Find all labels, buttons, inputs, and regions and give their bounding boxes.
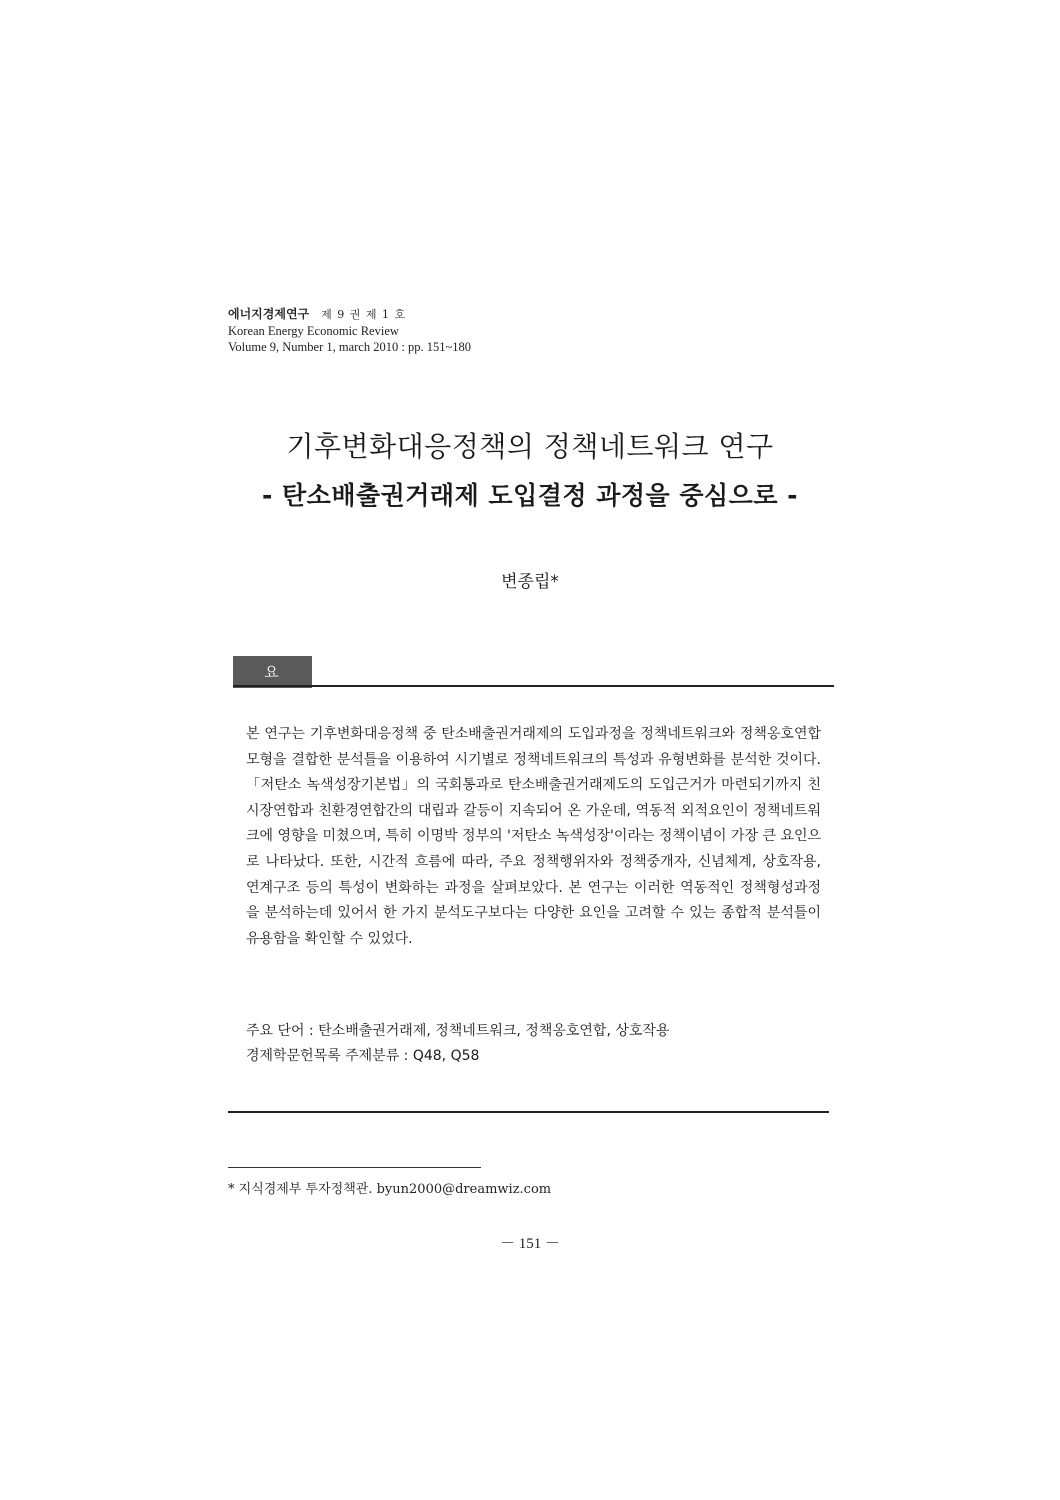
keywords-block: [246, 1019, 669, 1069]
author-name: 변종립*: [501, 572, 559, 592]
journal-english-name: Korean Energy Economic Review: [228, 324, 399, 338]
journal-citation: Volume 9, Number 1, march 2010 : pp. 151~180: [228, 340, 471, 354]
page-number: － 151 －: [499, 1236, 560, 1252]
journal-volume-number: 제 9 권 제 1 호: [321, 308, 407, 321]
paper-title: 기후변화대응정책의 정책네트워크 연구: [286, 430, 774, 463]
journal-korean-name: 에너지경제연구: [228, 307, 310, 321]
classification-line: 경제학문헌목록 주제분류 : Q48, Q58: [246, 1048, 480, 1064]
journal-header: [228, 306, 471, 355]
journal-title-line: [228, 306, 471, 323]
keywords-line: 주요 단어 : 탄소배출권거래제, 정책네트워크, 정책옹호연합, 상호작용: [246, 1023, 670, 1039]
abstract-top-rule: [233, 685, 834, 687]
abstract-heading: 요 약: [233, 656, 312, 688]
paper-subtitle: - 탄소배출권거래제 도입결정 과정을 중심으로 -: [261, 481, 799, 510]
abstract-bottom-rule: [228, 1111, 829, 1113]
author-footnote: * 지식경제부 투자정책관. byun2000@dreamwiz.com: [228, 1182, 552, 1197]
abstract-text: 본 연구는 기후변화대응정책 중 탄소배출권거래제의 도입과정을 정책네트워크와 정책옹호연합모형을 결합한 분석틀을 이용하여 시기별로 정책네트워크의 특성과 유형변화를 분석한 것이다. 「저탄소 녹색성장기본법」의 국회통과로 탄소배출권거래제도의 도입근거가 마련되기까지 친시장연합과 친환경연합간의 대립과 갈등이 지속되어 온 가운데, 역동적 외적요인이 정책네트워크에 영향을 미쳤으며, 특히 이명박 정부의 '저탄소 녹색성장'이라는 정책이념이 가장 큰 요인으로 나타났다. 또한, 시간적 흐름에 따라, 주요 정책행위자와 정책중개자, 신념체계, 상호작용, 연계구조 등의 특성이 변화하는 과정을 살펴보았다. 본 연구는 이러한 역동적인 정책형성과정을 분석하는데 있어서 한 가지 분석도구보다는 다양한 요인을 고려할 수 있는 종합적 분석틀이 유용함을 확인할 수 있었다.: [246, 726, 822, 947]
footnote-rule: [228, 1167, 481, 1168]
